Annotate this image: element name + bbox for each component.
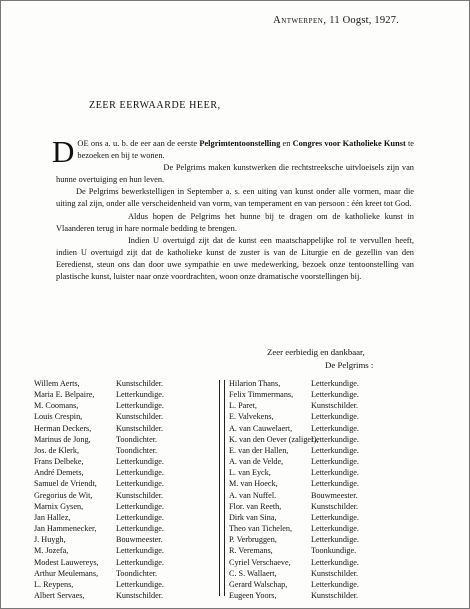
signatories-left-column	[34, 378, 219, 601]
signatory-row	[229, 423, 439, 434]
signatory-name: Hilarion Thans,	[229, 379, 281, 388]
signatory-name: M. van Hoeck,	[229, 479, 278, 489]
signatory-name: A. van de Velde,	[229, 457, 284, 467]
signatory-name: L. Paret,	[229, 401, 257, 411]
signatory-role: Letterkundige.	[311, 479, 359, 489]
signatory-row	[229, 478, 439, 489]
signatory-row	[229, 534, 439, 545]
signatory-name: Gregorius de Wit,	[34, 490, 93, 500]
signatory-row	[34, 423, 219, 434]
signatory-row	[229, 490, 439, 501]
signatory-name: Jos. de Klerk,	[34, 445, 80, 455]
signatory-row	[229, 579, 439, 590]
signatory-role: Letterkundige.	[311, 457, 359, 467]
signatory-row	[34, 467, 219, 478]
signatory-row	[229, 411, 439, 422]
signatory-row	[229, 445, 439, 456]
signatory-name: Frans Delbeke,	[34, 457, 84, 467]
signatory-role: Letterkundige.	[116, 390, 164, 400]
signatory-name: L. van Eyck,	[229, 468, 271, 478]
signatory-name: Maria E. Belpaire,	[34, 390, 95, 400]
signatory-row	[34, 400, 219, 411]
signatory-row	[34, 534, 219, 545]
signatory-role: Letterkundige.	[311, 557, 359, 567]
signatory-name: Modest Lauwereys,	[34, 557, 99, 567]
signatory-row	[229, 568, 439, 579]
signatory-row	[229, 389, 439, 400]
signatory-name: Herman Deckers,	[34, 423, 92, 433]
signatory-name: Willem Aerts,	[34, 379, 80, 388]
signatory-name: Jan Hammenecker,	[34, 524, 97, 534]
paragraph-1-text-d: te bezoeken en bij te wonen.	[77, 139, 415, 161]
signatory-name: R. Veremans,	[229, 546, 273, 556]
signatory-role: Kunstschilder.	[116, 412, 164, 422]
signatory-row	[229, 523, 439, 534]
salutation: ZEER EERWAARDE HEER,	[89, 100, 221, 111]
signatory-row	[229, 557, 439, 568]
paragraph-1	[52, 134, 415, 169]
signatory-name: M. Coomans,	[34, 401, 79, 411]
signatory-role: Letterkundige.	[116, 524, 164, 534]
signatory-row	[34, 434, 219, 445]
signatory-row	[34, 478, 219, 489]
paragraph-1-text-c: en	[280, 139, 293, 148]
signatory-role: Toondichter.	[116, 445, 158, 455]
signatory-row	[229, 434, 439, 445]
signatory-name: E. van der Hallen,	[229, 445, 289, 455]
signatory-name: C. S. Wallaert,	[229, 568, 277, 578]
signatory-role: Letterkundige.	[116, 557, 164, 567]
exhibition-name: Pelgrimtentoonstelling	[199, 139, 281, 148]
signatory-name: Marnix Gysen,	[34, 501, 84, 511]
signatory-role: Kunstschilder.	[311, 401, 359, 411]
signatory-name: André Demets,	[34, 468, 84, 478]
signatory-name: Cyriel Verschaeve,	[229, 557, 291, 567]
signatories-right-column	[229, 378, 439, 601]
signatory-role: Letterkundige.	[311, 423, 359, 433]
signatory-row	[34, 545, 219, 556]
signatory-role: Kunstschilder.	[311, 568, 359, 578]
signatory-role: Toondichter.	[116, 568, 158, 578]
drop-cap: D	[52, 134, 75, 169]
signatory-role: Letterkundige.	[116, 468, 164, 478]
signatory-role: Letterkundige.	[311, 524, 359, 534]
signatory-role: Letterkundige.	[311, 412, 359, 422]
signatory-name: Arthur Meulemans,	[34, 568, 99, 578]
signatory-row	[34, 590, 219, 601]
signatory-name: Flor. van Reeth,	[229, 501, 282, 511]
signatory-row	[229, 467, 439, 478]
signatory-name: Marinus de Jong,	[34, 434, 91, 444]
signatory-name: Dirk van Sina,	[229, 512, 277, 522]
signatory-role: Kunstschilder.	[116, 423, 164, 433]
signatory-role: Letterkundige.	[311, 535, 359, 545]
signatory-role: Letterkundige.	[116, 546, 164, 556]
signatory-row	[34, 445, 219, 456]
letter-body	[52, 134, 415, 283]
signatory-row	[34, 579, 219, 590]
signatory-role: Letterkundige.	[116, 457, 164, 467]
letter-date: 11 Oogst, 1927.	[329, 15, 399, 26]
signatory-role: Letterkundige.	[116, 401, 164, 411]
signatory-role: Letterkundige.	[311, 379, 359, 388]
signatory-name: Albert Servaes,	[34, 590, 85, 600]
signatory-row	[34, 378, 219, 389]
signatory-role: Kunstschilder.	[116, 590, 164, 600]
signatory-name: L. Reypens,	[34, 579, 74, 589]
signatory-name: Felix Timmermans,	[229, 390, 294, 400]
signatory-row	[229, 545, 439, 556]
signatory-row	[229, 456, 439, 467]
paragraph-4: Aldus hopen de Pelgrims het hunne bij te dragen om de katholieke kunst in Vlaanderen terug in hare normale bedding te brengen.	[56, 211, 414, 233]
signatory-name: Samuel de Vriendt,	[34, 479, 97, 489]
signatory-role: Kunstschilder.	[116, 490, 164, 500]
signatory-row	[34, 411, 219, 422]
signature: De Pelgrims :	[325, 360, 374, 370]
signatory-name: K. van den Oever (zaliger),	[229, 434, 319, 444]
paragraph-5: Indien U overtuigd zijt dat de kunst een maatschappelijke rol te vervullen heeft, indien U overtuigd zijt dat de katholieke kunst de zuster is van de Liturgie en de gezellin van den Eeredienst, steun ons dan door uwe sympathie en uwe medewerking, bezoek onze tentoonstelling van plastische kunst, luister naar onze voordrachten, woon onze dramatische voorstellingen bij.	[56, 235, 414, 282]
signatory-role: Letterkundige.	[311, 434, 359, 444]
closing-line: Zeer eerbiedig en dankbaar,	[267, 347, 365, 357]
signatory-name: Theo van Tichelen,	[229, 524, 292, 534]
paragraph-1-text-a: OE ons a. u. b. de eer aan de eerste	[77, 139, 200, 148]
signatory-row	[34, 523, 219, 534]
signatory-name: A. van Cauwelaert,	[229, 423, 293, 433]
signatory-name: A. van Nuffel.	[229, 490, 277, 500]
signatory-row	[34, 501, 219, 512]
signatory-name: Louis Crespin,	[34, 412, 83, 422]
signatory-role: Letterkundige.	[116, 512, 164, 522]
signatory-role: Letterkundige.	[116, 579, 164, 589]
signatory-row	[229, 590, 439, 601]
signatory-role: Kunstschilder.	[116, 379, 164, 388]
signatory-name: E. Valvekens,	[229, 412, 274, 422]
signatory-name: Jan Hallez,	[34, 512, 71, 522]
signatory-row	[229, 400, 439, 411]
place-date	[273, 15, 399, 26]
signatory-row	[34, 568, 219, 579]
signatory-role: Letterkundige.	[311, 390, 359, 400]
paragraph-2: De Pelgrims maken kunstwerken die rechtstreeksche uitvloeisels zijn van hunne overtuiging en hun leven.	[56, 163, 414, 185]
signatory-role: Toondichter.	[116, 434, 158, 444]
signatory-row	[34, 557, 219, 568]
column-divider	[219, 380, 225, 596]
signatory-row	[34, 490, 219, 501]
signatory-role: Letterkundige.	[311, 445, 359, 455]
signatory-role: Kunstschilder.	[311, 501, 359, 511]
signatory-row	[229, 512, 439, 523]
signatory-role: Bouwmeester.	[311, 490, 358, 500]
signatory-role: Kunstschilder.	[311, 590, 359, 600]
signatory-row	[34, 512, 219, 523]
signatory-row	[34, 389, 219, 400]
place-name: Antwerpen,	[273, 15, 327, 26]
signatory-role: Bouwmeester.	[116, 535, 163, 545]
signatory-role: Letterkundige.	[311, 579, 359, 589]
signatory-name: P. Verbruggen,	[229, 535, 277, 545]
signatory-role: Toonkundige.	[311, 546, 357, 556]
signatory-row	[229, 501, 439, 512]
signatory-name: J. Huygh,	[34, 535, 66, 545]
signatory-row	[229, 378, 439, 389]
signatory-role: Letterkundige.	[116, 501, 164, 511]
signatory-role: Letterkundige.	[311, 468, 359, 478]
closing	[267, 346, 373, 372]
signatory-row	[34, 456, 219, 467]
signatory-name: M. Jozefa,	[34, 546, 69, 556]
paragraph-3: De Pelgrims bewerkstelligen in September a. s. een uiting van kunst onder alle vormen, maar die uiting zal zijn, onder alle verscheidenheid van vorm, van temperament en van persoon : één kreet tot God.	[56, 187, 414, 209]
signatory-name: Gerard Walschap,	[229, 579, 288, 589]
congress-name: Congres voor Katholieke Kunst	[292, 139, 406, 148]
signatory-role: Letterkundige.	[311, 512, 359, 522]
signatory-name: Eugeen Yoors,	[229, 590, 277, 600]
signatory-role: Letterkundige.	[116, 479, 164, 489]
